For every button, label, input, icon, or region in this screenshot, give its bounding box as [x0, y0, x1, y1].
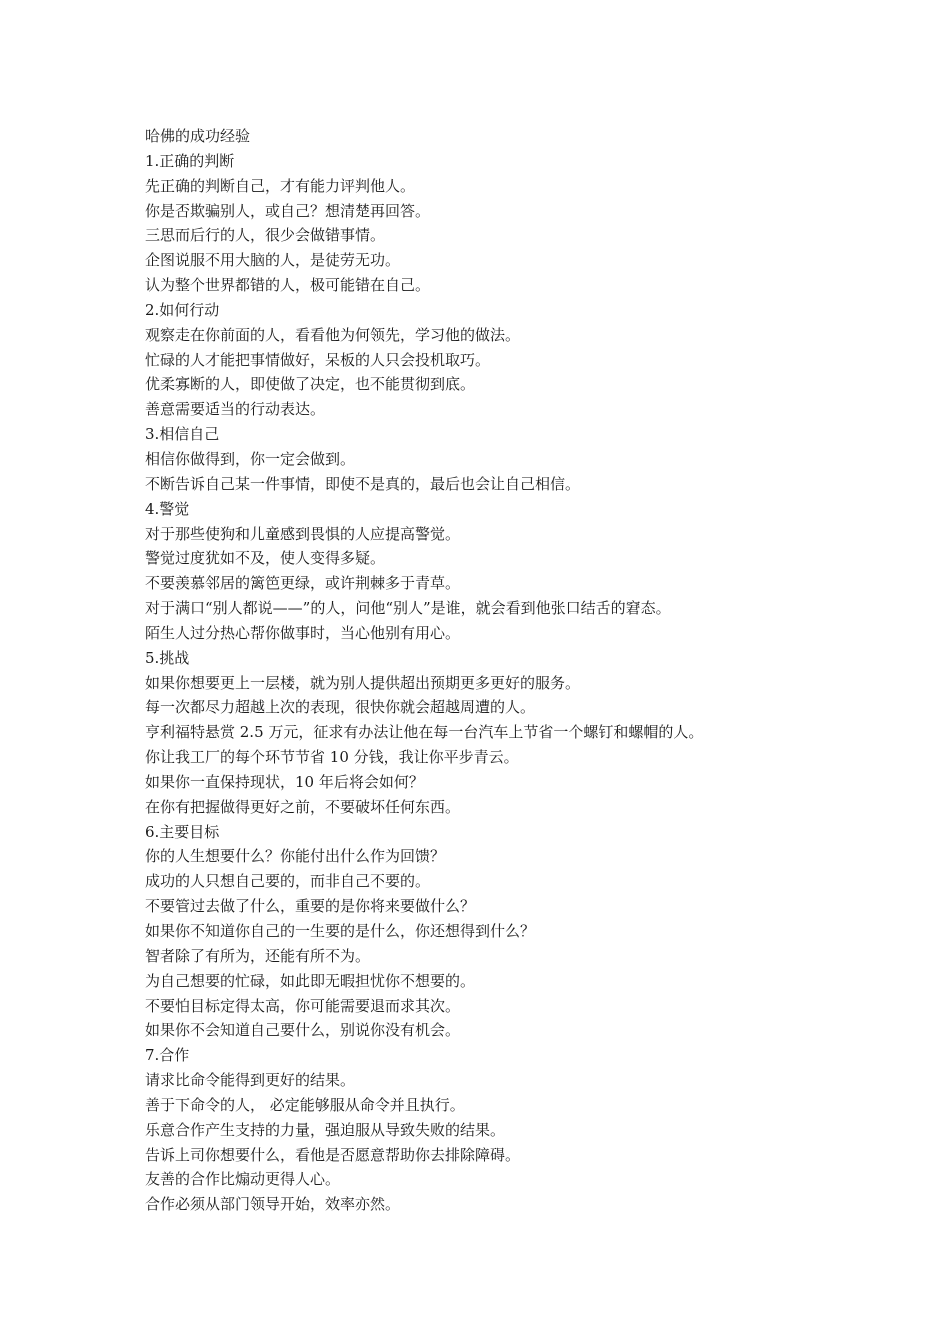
- text-line: 对于那些使狗和儿童感到畏惧的人应提高警觉。: [145, 524, 461, 543]
- section-heading-7: 7.合作: [145, 1046, 190, 1065]
- text-line: 如果你不知道你自己的一生要的是什么，你还想得到什么？: [145, 922, 536, 940]
- text-line: 告诉上司你想要什么，看他是否愿意帮助你去排除障碍。: [145, 1145, 521, 1164]
- document-title: 哈佛的成功经验: [145, 127, 251, 145]
- section-heading-4: 4.警觉: [145, 499, 190, 518]
- text-line: 你让我工厂的每个环节节省 10 分钱，我让你平步青云。: [145, 748, 519, 767]
- text-line: 乐意合作产生支持的力量，强迫服从导致失败的结果。: [145, 1120, 506, 1139]
- text-line: 成功的人只想自己要的，而非自己不要的。: [145, 872, 431, 891]
- text-line: 如果你想要更上一层楼，就为别人提供超出预期更多更好的服务。: [145, 673, 581, 692]
- section-heading-6: 6.主要目标: [145, 822, 220, 841]
- text-line: 你的人生想要什么？你能付出什么作为回馈？: [145, 847, 446, 866]
- text-line: 不要羡慕邻居的篱笆更绿，或许荆棘多于青草。: [145, 574, 461, 593]
- text-line: 智者除了有所为，还能有所不为。: [145, 946, 371, 965]
- section-heading-1: 1.正确的判断: [145, 151, 235, 170]
- text-line: 陌生人过分热心帮你做事时，当心他别有用心。: [145, 623, 461, 642]
- text-line: 如果你一直保持现状，10 年后将会如何？: [145, 772, 424, 791]
- document-body: [145, 124, 845, 1217]
- text-line: 亨利福特悬赏 2.5 万元，征求有办法让他在每一台汽车上节省一个螺钉和螺帽的人。: [145, 723, 704, 742]
- text-line: 认为整个世界都错的人，极可能错在自己。: [145, 276, 431, 295]
- text-line: 请求比命令能得到更好的结果。: [145, 1071, 356, 1090]
- text-line: 不要怕目标定得太高，你可能需要退而求其次。: [145, 996, 461, 1015]
- text-line: 善于下命令的人， 必定能够服从命令并且执行。: [145, 1095, 465, 1114]
- text-line: 相信你做得到，你一定会做到。: [145, 449, 356, 468]
- text-line: 观察走在你前面的人，看看他为何领先，学习他的做法。: [145, 325, 521, 344]
- text-line: 善意需要适当的行动表达。: [145, 400, 326, 419]
- text-line: 合作必须从部门领导开始，效率亦然。: [145, 1195, 401, 1214]
- text-line: 你是否欺骗别人，或自己？想清楚再回答。: [145, 201, 431, 220]
- section-heading-2: 2.如何行动: [145, 300, 220, 319]
- text-line: 先正确的判断自己，才有能力评判他人。: [145, 176, 416, 195]
- text-line: 不要管过去做了什么，重要的是你将来要做什么？: [145, 897, 476, 916]
- text-line: 友善的合作比煽动更得人心。: [145, 1170, 341, 1189]
- section-heading-3: 3.相信自己: [145, 425, 220, 444]
- text-line: 忙碌的人才能把事情做好，呆板的人只会投机取巧。: [145, 350, 491, 369]
- text-line: 优柔寡断的人，即使做了决定，也不能贯彻到底。: [145, 375, 476, 394]
- text-line: 为自己想要的忙碌，如此即无暇担忧你不想要的。: [145, 971, 476, 990]
- text-line: 在你有把握做得更好之前，不要破坏任何东西。: [145, 797, 461, 816]
- text-line: 如果你不会知道自己要什么，别说你没有机会。: [145, 1021, 461, 1040]
- text-line: 警觉过度犹如不及，使人变得多疑。: [145, 549, 386, 568]
- text-line: 不断告诉自己某一件事情，即使不是真的，最后也会让自己相信。: [145, 474, 581, 493]
- text-line: 企图说服不用大脑的人，是徒劳无功。: [145, 251, 401, 270]
- text-line: 每一次都尽力超越上次的表现，很快你就会超越周遭的人。: [145, 698, 536, 717]
- section-heading-5: 5.挑战: [145, 648, 190, 667]
- text-line: 三思而后行的人，很少会做错事情。: [145, 226, 386, 245]
- text-line: 对于满口“别人都说——”的人，问他“别人”是谁，就会看到他张口结舌的窘态。: [145, 599, 671, 618]
